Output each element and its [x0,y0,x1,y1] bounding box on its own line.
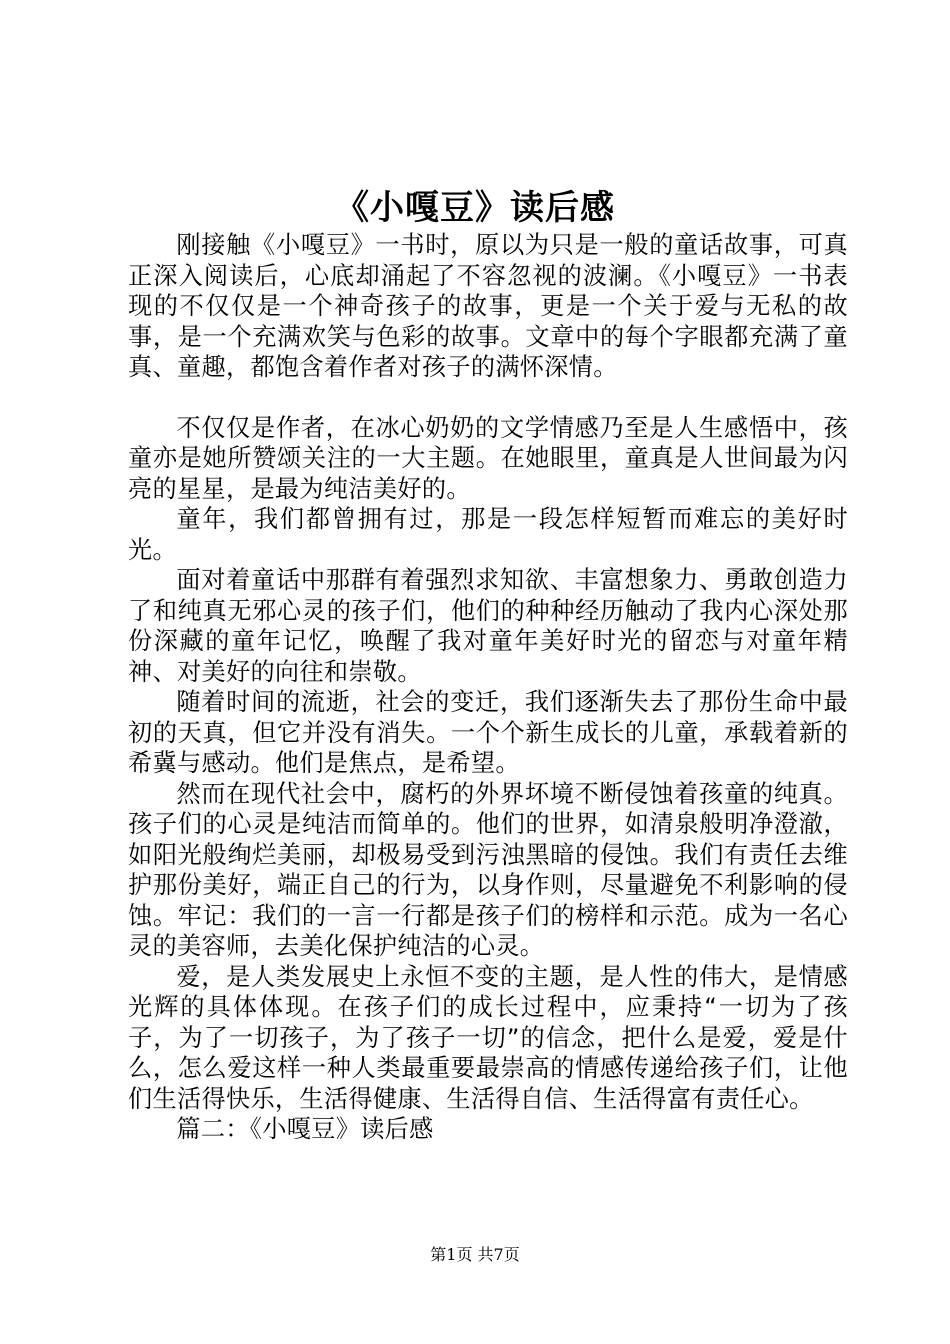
paragraph-6: 然而在现代社会中，腐朽的外界坏境不断侵蚀着孩童的纯真。孩子们的心灵是纯洁而简单的。他们的世界，如清泉般明净澄澈，如阳光般绚烂美丽，却极易受到污浊黑暗的侵蚀。我们有责任去维护那份美好，端正自己的行为，以身作则，尽量避免不利影响的侵蚀。牢记：我们的一言一行都是孩子们的榜样和示范。成为一名心灵的美容师，去美化保护纯洁的心灵。 [128,779,848,960]
page-title: 《小嘎豆》读后感 [335,188,615,228]
section-heading-part-two: 篇二：《小嘎豆》读后感 [176,1115,434,1143]
paragraph-3: 童年，我们都曾拥有过，那是一段怎样短暂而难忘的美好时光。 [128,505,848,564]
paragraph-4: 面对着童话中那群有着强烈求知欲、丰富想象力、勇敢创造力了和纯真无邪心灵的孩子们，他们的种种经历触动了我内心深处那份深藏的童年记忆，唤醒了我对童年美好时光的留恋与对童年精神、对美好的向往和崇敬。 [128,566,848,686]
paragraph-1: 刚接触《小嘎豆》一书时，原以为只是一般的童话故事，可真正深入阅读后，心底却涌起了不容忽视的波澜。《小嘎豆》一书表现的不仅仅是一个神奇孩子的故事，更是一个关于爱与无私的故事，是一个充满欢笑与色彩的故事。文章中的每个字眼都充满了童真、童趣，都饱含着作者对孩子的满怀深情。 [128,231,848,381]
page-number-footer: 第1页 共7页 [430,1245,520,1264]
paragraph-2: 不仅仅是作者，在冰心奶奶的文学情感乃至是人生感悟中，孩童亦是她所赞颂关注的一大主题。在她眼里，童真是人世间最为闪亮的星星，是最为纯洁美好的。 [128,413,848,503]
paragraph-7: 爱，是人类发展史上永恒不变的主题，是人性的伟大，是情感光辉的具体体现。在孩子们的成长过程中，应秉持“一切为了孩子，为了一切孩子，为了孩子一切”的信念，把什么是爱，爱是什么，怎么爱这样一种人类最重要最崇高的情感传递给孩子们，让他们生活得快乐，生活得健康、生活得自信、生活得富有责任心。 [128,962,848,1113]
document-body [128,230,848,1145]
paragraph-5: 随着时间的流逝，社会的变迁，我们逐渐失去了那份生命中最初的天真，但它并没有消失。一个个新生成长的儿童，承载着新的希冀与感动。他们是焦点，是希望。 [128,688,848,777]
